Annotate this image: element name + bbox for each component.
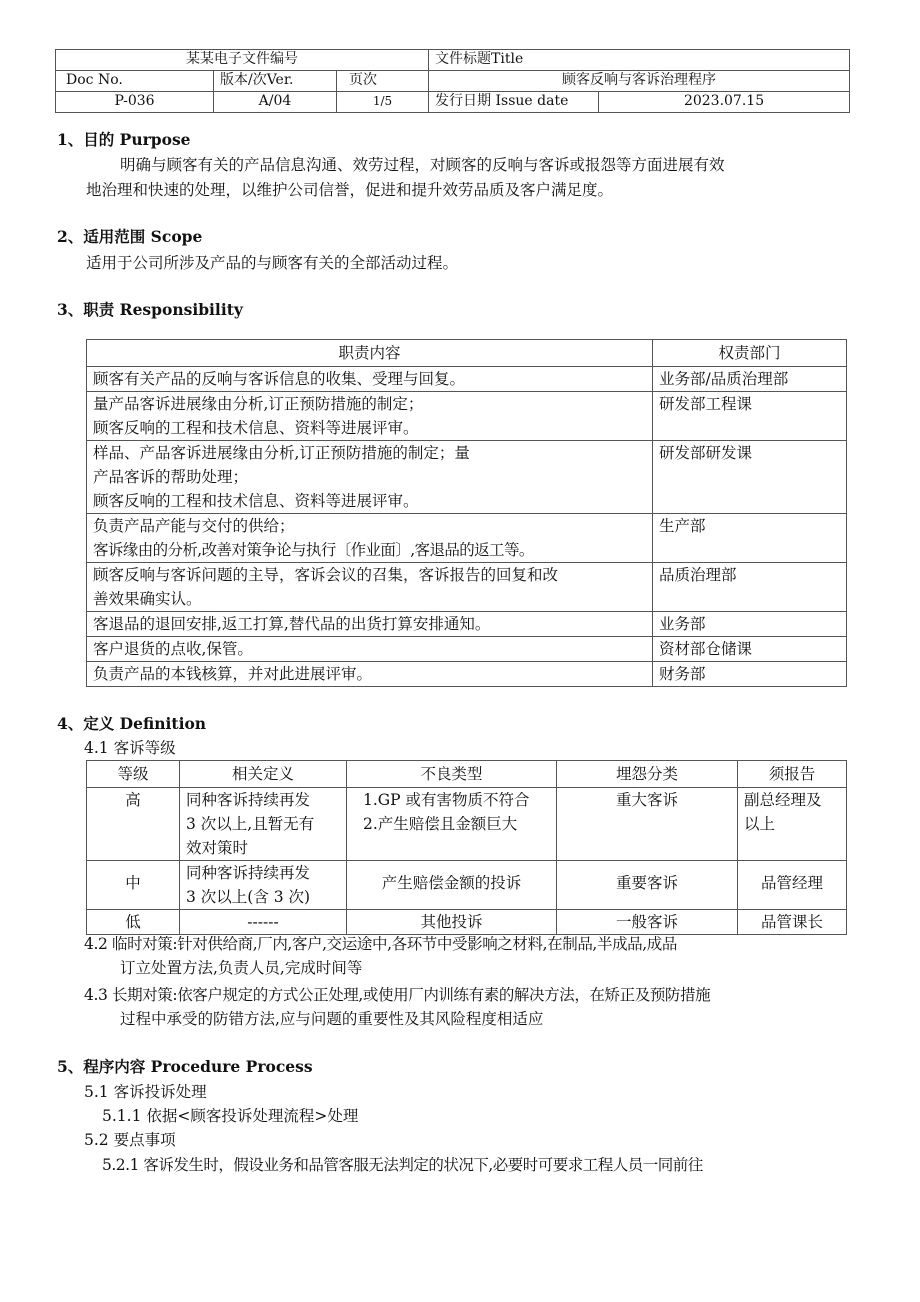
purpose-line-2: 地治理和快速的处理，以维护公司信誉，促进和提升效劳品质及客户满足度。 [86,181,614,199]
responsibility-content [87,612,653,637]
responsibility-content [87,563,653,612]
doc-no: P-036 [56,92,214,113]
issue-date-label: 发行日期 Issue date [429,92,599,113]
responsible-dept: 资材部仓储课 [653,637,847,662]
text-line: 以上 [744,815,776,833]
text-line: 客退品的退回安排,返工打算,替代品的出货打算安排通知。 [93,615,491,633]
text-line: 负责产品产能与交付的供给； [93,517,295,535]
item-5-1-1: 5.1.1 依据<顾客投诉处理流程>处理 [102,1107,359,1125]
text-line: 顾客反响与客诉问题的主导，客诉会议的召集，客诉报告的回复和改 [93,566,559,584]
table-row [87,392,847,441]
table-row [87,861,847,910]
report-cell [738,861,847,910]
text-line: 产品客诉的帮助处理； [93,468,249,486]
column-header: 相关定义 [180,761,347,788]
column-header: 须报告 [738,761,847,788]
text-line: 效对策时 [186,839,249,857]
report-cell [738,788,847,861]
para-4-2-line-1: 4.2 临时对策:针对供给商,厂内,客户,交运途中,各环节中受影响之材料,在制品,半成品,成品 [84,935,677,953]
text-line: 顾客反响的工程和技术信息、资料等进展评审。 [93,492,419,510]
text-line: 1.GP 或有害物质不符合 [363,791,530,809]
column-header: 不良类型 [347,761,557,788]
text-line: 2.产生赔偿且金额巨大 [363,815,518,833]
document-header [55,49,850,113]
item-5-2-1: 5.2.1 客诉发生时，假设业务和品管客服无法判定的状况下,必要时可要求工程人员一同前往 [102,1156,703,1174]
responsibility-content [87,392,653,441]
text-line: 3 次以上,且暂无有 [186,815,315,833]
responsibility-content [87,662,653,687]
purpose-line-1: 明确与顾客有关的产品信息沟通、效劳过程，对顾客的反响与客诉或报怨等方面进展有效 [120,156,725,174]
text-line: 客诉缘由的分析,改善对策争论与执行〔作业面〕,客退品的返工等。 [93,541,534,559]
column-header: 职责内容 [87,340,653,367]
column-header: 埋怨分类 [557,761,738,788]
responsibility-content [87,637,653,662]
table-header-row [87,340,847,367]
section-3-heading: 3、职责 Responsibility [57,300,243,319]
para-4-3-line-1: 4.3 长期对策:依客户规定的方式公正处理,或使用厂内训练有素的解决方法，在矫正及预防措施 [84,986,711,1004]
column-header: 等级 [87,761,180,788]
doc-no-label: Doc No. [56,71,214,92]
page-label: 页次 [337,71,429,92]
responsible-dept: 财务部 [653,662,847,687]
definition-cell [180,861,347,910]
definition-cell [180,788,347,861]
table-row [87,441,847,514]
text-line: 副总经理及 [744,791,822,809]
table-header-row [87,761,847,788]
level-cell: 低 [87,910,180,935]
defect-cell [347,861,557,910]
table-row [87,514,847,563]
table-row [87,910,847,935]
category-cell: 重大客诉 [557,788,738,861]
responsibility-table [86,339,847,687]
subsection-5-1: 5.1 客诉投诉处理 [84,1083,207,1101]
text-line: 顾客有关产品的反响与客诉信息的收集、受理与回复。 [93,370,466,388]
text-line: 品管经理 [760,874,823,892]
section-1-heading: 1、目的 Purpose [57,130,191,149]
table-row [87,662,847,687]
doc-number-title: 某某电子文件编号 [56,50,429,71]
defect-cell [347,910,557,935]
responsible-dept: 研发部研发课 [653,441,847,514]
text-line: 同种客诉持续再发 [186,864,311,882]
defect-cell [347,788,557,861]
page-value: 1/5 [337,92,429,113]
text-line: 3 次以上(含 3 次) [186,888,311,906]
responsible-dept: 生产部 [653,514,847,563]
version-label: 版本/次Ver. [214,71,337,92]
complaint-level-table [86,760,847,935]
responsible-dept: 研发部工程课 [653,392,847,441]
responsibility-content [87,367,653,392]
level-cell: 中 [87,861,180,910]
text-line: 其他投诉 [420,913,483,931]
text-line: 样品、产品客诉进展缘由分析,订正预防措施的制定；量 [93,444,470,462]
responsible-dept: 业务部 [653,612,847,637]
text-line: 产生赔偿金额的投诉 [381,874,522,892]
responsible-dept: 业务部/品质治理部 [653,367,847,392]
text-line: 善效果确实认。 [93,590,202,608]
table-row [87,367,847,392]
report-cell [738,910,847,935]
section-4-heading: 4、定义 Definition [57,714,207,733]
para-4-3-line-2: 过程中承受的防错方法,应与问题的重要性及其风险程度相适应 [120,1010,544,1028]
category-cell: 重要客诉 [557,861,738,910]
section-2-heading: 2、适用范围 Scope [57,227,203,246]
column-header: 权责部门 [653,340,847,367]
text-line: 客户退货的点收,保管。 [93,640,253,658]
doc-title-label: 文件标题Title [429,50,850,71]
version-value: A/04 [214,92,337,113]
text-line: 量产品客诉进展缘由分析,订正预防措施的制定； [93,395,424,413]
scope-text: 适用于公司所涉及产品的与顾客有关的全部活动过程。 [86,254,459,272]
text-line: 同种客诉持续再发 [186,791,311,809]
responsible-dept: 品质治理部 [653,563,847,612]
para-4-2-line-2: 订立处置方法,负责人员,完成时间等 [120,959,363,977]
table-row [87,563,847,612]
responsibility-content [87,514,653,563]
level-cell: 高 [87,788,180,861]
category-cell: 一般客诉 [557,910,738,935]
subsection-5-2: 5.2 要点事项 [84,1131,176,1149]
definition-cell [180,910,347,935]
text-line: 负责产品的本钱核算，并对此进展评审。 [93,665,373,683]
responsibility-content [87,441,653,514]
text-line: ------ [247,913,279,931]
issue-date: 2023.07.15 [599,92,850,113]
table-row [87,788,847,861]
table-row [87,637,847,662]
section-5-heading: 5、程序内容 Procedure Process [57,1057,313,1076]
text-line: 顾客反响的工程和技术信息、资料等进展评审。 [93,419,419,437]
doc-title: 顾客反响与客诉治理程序 [429,71,850,92]
table-row [87,612,847,637]
text-line: 品管课长 [760,913,823,931]
subsection-4-1: 4.1 客诉等级 [84,739,176,757]
